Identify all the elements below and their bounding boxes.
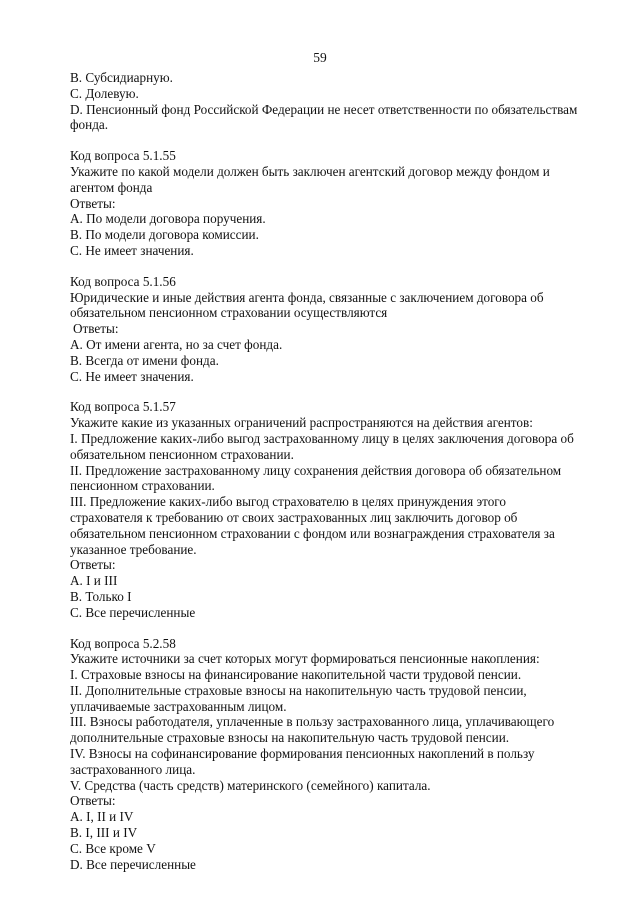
answer-option: B. Субсидиарную.	[70, 70, 173, 85]
question-text: Укажите по какой модели должен быть заключен агентский договор между фондом и агентом фонда	[70, 163, 550, 195]
question-block-5-1-56	[70, 274, 580, 385]
question-block-5-1-57	[70, 399, 580, 620]
answer-option: A. I, II и IV	[70, 809, 134, 825]
answer-option: A. По модели договора поручения.	[70, 211, 266, 227]
question-block-5-2-58	[70, 636, 580, 873]
answers-label: Ответы:	[70, 195, 116, 211]
statement-item: II. Дополнительные страховые взносы на накопительную часть трудовой пенсии, уплачиваемые застрахованным лицом.	[70, 682, 527, 714]
page-content	[70, 70, 580, 872]
question-code: Код вопроса 5.1.56	[70, 273, 176, 289]
answer-option: C. Не имеет значения.	[70, 368, 194, 384]
statement-item: I. Предложение каких-либо выгод застрахованному лицу в целях заключения договора об обязательном пенсионном страховании.	[70, 430, 574, 462]
statement-item: III. Взносы работодателя, уплаченные в пользу застрахованного лица, уплачивающего дополнительные страховые взносы на накопительную часть трудовой пенсии.	[70, 714, 555, 746]
answer-option: B. Всегда от имени фонда.	[70, 352, 219, 368]
answer-option: C. Долевую.	[70, 85, 139, 101]
statement-item: IV. Взносы на софинансирование формирования пенсионных накоплений в пользу застрахованного лица.	[70, 746, 535, 777]
top-options-block	[70, 70, 580, 133]
question-block-5-1-55	[70, 148, 580, 259]
statement-item: V. Средства (часть средств) материнского (семейного) капитала.	[70, 777, 431, 793]
page-number: 59	[313, 50, 327, 65]
answer-option: A. I и III	[70, 573, 118, 589]
answer-option: A. От имени агента, но за счет фонда.	[70, 336, 283, 352]
question-code: Код вопроса 5.1.57	[70, 399, 176, 415]
answer-option: B. По модели договора комиссии.	[70, 227, 259, 243]
statement-item: III. Предложение каких-либо выгод страхователю в целях принуждения этого страхователя к требованию от своих застрахованных лиц заключить договор об обязательном пенсионном страховании с фондом или вознаграждения страхователя за указанное требование.	[70, 494, 555, 557]
question-code: Код вопроса 5.2.58	[70, 635, 176, 651]
answers-label: Ответы:	[73, 321, 119, 337]
question-text: Укажите источники за счет которых могут формироваться пенсионные накопления:	[70, 651, 540, 667]
answers-label: Ответы:	[70, 557, 116, 573]
answer-option: D. Все перечисленные	[70, 856, 196, 872]
question-code: Код вопроса 5.1.55	[70, 148, 176, 164]
answer-option: D. Пенсионный фонд Российской Федерации не несет ответственности по обязательствам фонда.	[70, 101, 578, 133]
answer-option: C. Все кроме V	[70, 840, 156, 856]
answer-option: B. I, III и IV	[70, 825, 138, 841]
question-text: Юридические и иные действия агента фонда, связанные с заключением договора об обязательном пенсионном страховании осуществляются	[70, 289, 544, 321]
statement-item: I. Страховые взносы на финансирование накопительной части трудовой пенсии.	[70, 667, 522, 683]
answer-option: B. Только I	[70, 588, 132, 604]
answers-label: Ответы:	[70, 793, 116, 809]
answer-option: C. Не имеет значения.	[70, 242, 194, 258]
question-text: Укажите какие из указанных ограничений распространяются на действия агентов:	[70, 415, 533, 431]
answer-option: C. Все перечисленные	[70, 604, 196, 620]
statement-item: II. Предложение застрахованному лицу сохранения действия договора об обязательном пенсионном страховании.	[70, 462, 562, 494]
